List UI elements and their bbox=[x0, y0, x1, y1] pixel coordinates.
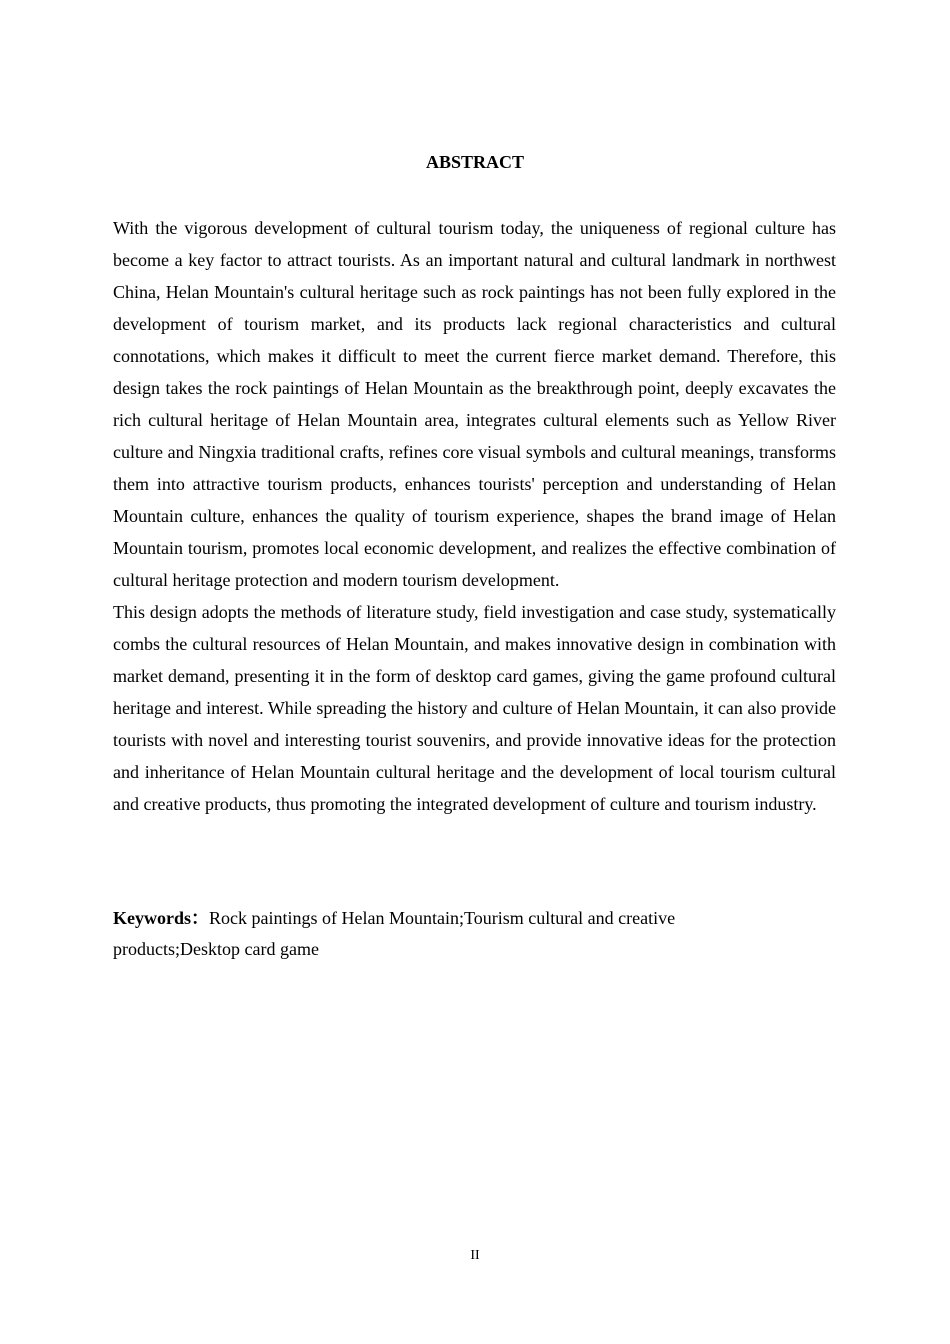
keywords-line bbox=[113, 903, 733, 965]
abstract-body bbox=[113, 212, 836, 820]
abstract-title: ABSTRACT bbox=[425, 152, 525, 172]
page-number: II bbox=[470, 1248, 480, 1263]
keywords-label: Keywords： bbox=[113, 908, 209, 928]
abstract-paragraph-1: With the vigorous development of cultural tourism today, the uniqueness of regional culture has become a key factor to attract tourists. As an important natural and cultural landmark in northwest China, Helan Mountain's cultural heritage such as rock paintings has not been fully explored in the development of tourism market, and its products lack regional characteristics and cultural connotations, which makes it difficult to meet the current fierce market demand. Therefore, this design takes the rock paintings of Helan Mountain as the breakthrough point, deeply excavates the rich cultural heritage of Helan Mountain area, integrates cultural elements such as Yellow River culture and Ningxia traditional crafts, refines core visual symbols and cultural meanings, transforms them into attractive tourism products, enhances tourists' perception and understanding of Helan Mountain culture, enhances the quality of tourism experience, shapes the brand image of Helan Mountain tourism, promotes local economic development, and realizes the effective combination of cultural heritage protection and modern tourism development. bbox=[113, 218, 836, 590]
abstract-paragraph-2: This design adopts the methods of literature study, field investigation and case study, systematically combs the cultural resources of Helan Mountain, and makes innovative design in combination with market demand, presenting it in the form of desktop card games, giving the game profound cultural heritage and interest. While spreading the history and culture of Helan Mountain, it can also provide tourists with novel and interesting tourist souvenirs, and provide innovative ideas for the protection and inheritance of Helan Mountain cultural heritage and the development of local tourism cultural and creative products, thus promoting the integrated development of culture and tourism industry. bbox=[113, 602, 836, 814]
keywords-text: Rock paintings of Helan Mountain;Tourism cultural and creative products;Desktop card game bbox=[113, 908, 676, 959]
